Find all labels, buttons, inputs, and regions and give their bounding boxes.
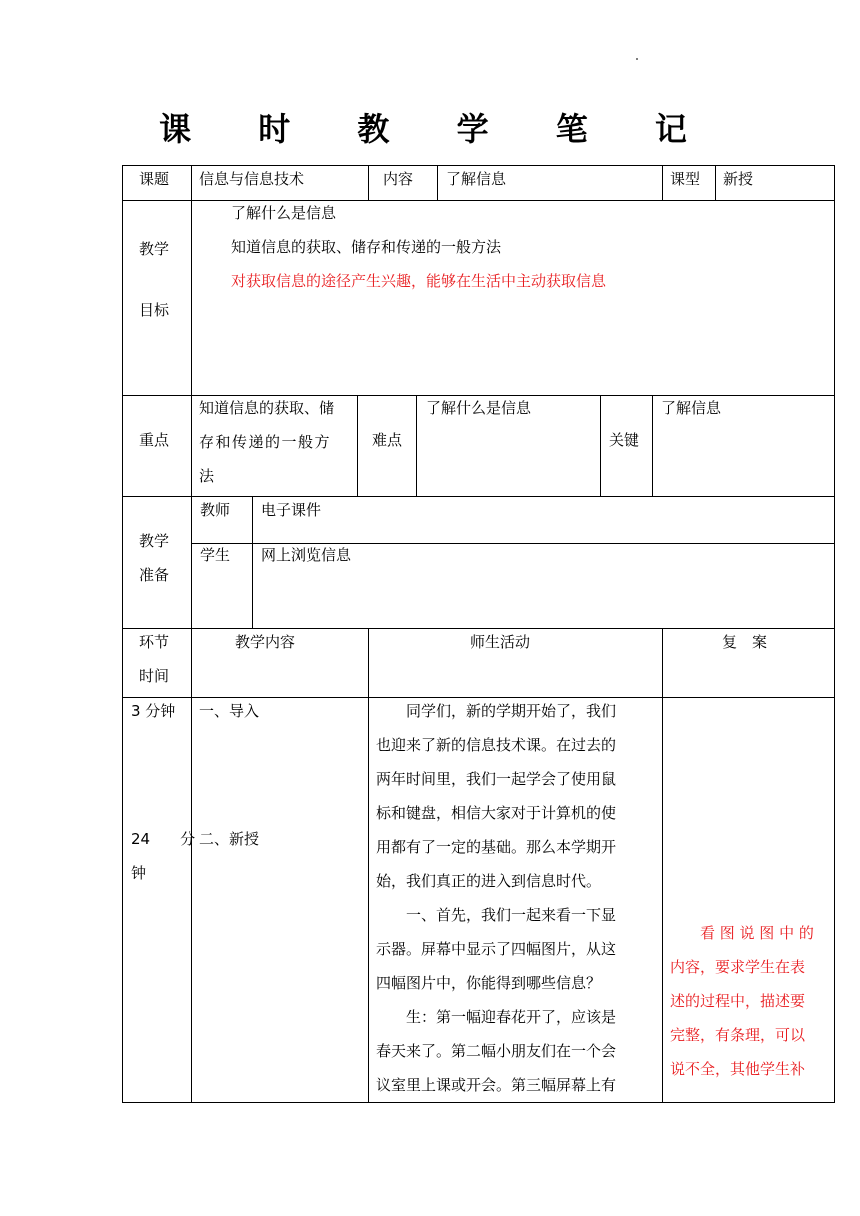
topic-label: 课题: [139, 170, 170, 188]
col-divider: [652, 395, 653, 496]
review-header: 复 案: [722, 633, 768, 651]
stage-time: 3 分钟: [131, 702, 176, 720]
student-value: 网上浏览信息: [261, 546, 352, 564]
type-label: 课型: [670, 170, 701, 188]
col-divider: [191, 165, 192, 628]
activity-line: 一、首先，我们一起来看一下显: [376, 906, 617, 924]
stage-header-line2: 时间: [139, 667, 170, 685]
activity-line: 议室里上课或开会。第三幅屏幕上有: [376, 1076, 617, 1094]
col-divider: [437, 165, 438, 200]
activity-line: 用都有了一定的基础。那么本学期开: [376, 838, 617, 856]
step-label: 二、新授: [199, 830, 260, 848]
col-divider: [368, 165, 369, 200]
review-line: 看 图 说 图 中 的: [670, 924, 814, 942]
critical-label: 关键: [609, 431, 640, 449]
col-divider: [252, 496, 253, 628]
teacher-label: 教师: [200, 501, 231, 519]
activity-line: 示器。屏幕中显示了四幅图片，从这: [376, 940, 617, 958]
stage-header-line1: 环节: [139, 633, 170, 651]
teacher-value: 电子课件: [261, 501, 322, 519]
topic-value: 信息与信息技术: [199, 170, 305, 188]
key-line: 存和传递的一般方: [199, 433, 332, 451]
goals-label-line1: 教学: [139, 240, 170, 258]
critical-value: 了解信息: [661, 399, 722, 417]
activity-header: 师生活动: [470, 633, 531, 651]
page-dot: [636, 58, 638, 60]
col-divider: [416, 395, 417, 496]
activity-line: 四幅图片中，你能得到哪些信息？: [376, 974, 602, 992]
goal-emphasis: 对获取信息的途径产生兴趣，能够在生活中主动获取信息: [231, 272, 607, 290]
goal-item: 了解什么是信息: [231, 204, 337, 222]
review-line: 完整，有条理，可以: [670, 1026, 806, 1044]
activity-line: 生：第一幅迎春花开了，应该是: [376, 1008, 617, 1026]
col-divider: [357, 395, 358, 496]
type-value: 新授: [723, 170, 754, 188]
page-title: 课 时 教 学 笔 记: [159, 110, 715, 148]
goals-label-line2: 目标: [139, 301, 170, 319]
step-label: 一、导入: [199, 702, 260, 720]
content-header: 教学内容: [235, 633, 296, 651]
review-line: 述的过程中，描述要: [670, 992, 806, 1010]
prep-label-line2: 准备: [139, 566, 170, 584]
stage-time: 钟: [131, 864, 147, 882]
stage-time: 24 分: [131, 830, 196, 848]
key-line: 法: [199, 467, 215, 485]
col-divider: [662, 628, 663, 1103]
difficulty-value: 了解什么是信息: [426, 399, 532, 417]
activity-line: 两年时间里，我们一起学会了使用鼠: [376, 770, 617, 788]
key-label: 重点: [139, 431, 170, 449]
difficulty-label: 难点: [372, 431, 403, 449]
row-divider: [122, 200, 835, 201]
activity-line: 同学们，新的学期开始了，我们: [376, 702, 617, 720]
key-line: 知道信息的获取、储: [199, 399, 335, 417]
student-label: 学生: [200, 546, 231, 564]
activity-line: 标和键盘，相信大家对于计算机的使: [376, 804, 617, 822]
activity-line: 始，我们真正的进入到信息时代。: [376, 872, 602, 890]
goal-item: 知道信息的获取、储存和传递的一般方法: [231, 238, 502, 256]
content-value: 了解信息: [446, 170, 507, 188]
col-divider: [662, 165, 663, 200]
col-divider: [715, 165, 716, 200]
activity-line: 也迎来了新的信息技术课。在过去的: [376, 736, 617, 754]
col-divider: [600, 395, 601, 496]
col-divider: [191, 628, 192, 1103]
prep-label-line1: 教学: [139, 532, 170, 550]
activity-line: 春天来了。第二幅小朋友们在一个会: [376, 1042, 617, 1060]
review-line: 内容，要求学生在表: [670, 958, 806, 976]
review-line: 说不全，其他学生补: [670, 1060, 806, 1078]
col-divider: [368, 628, 369, 1103]
content-label: 内容: [383, 170, 414, 188]
